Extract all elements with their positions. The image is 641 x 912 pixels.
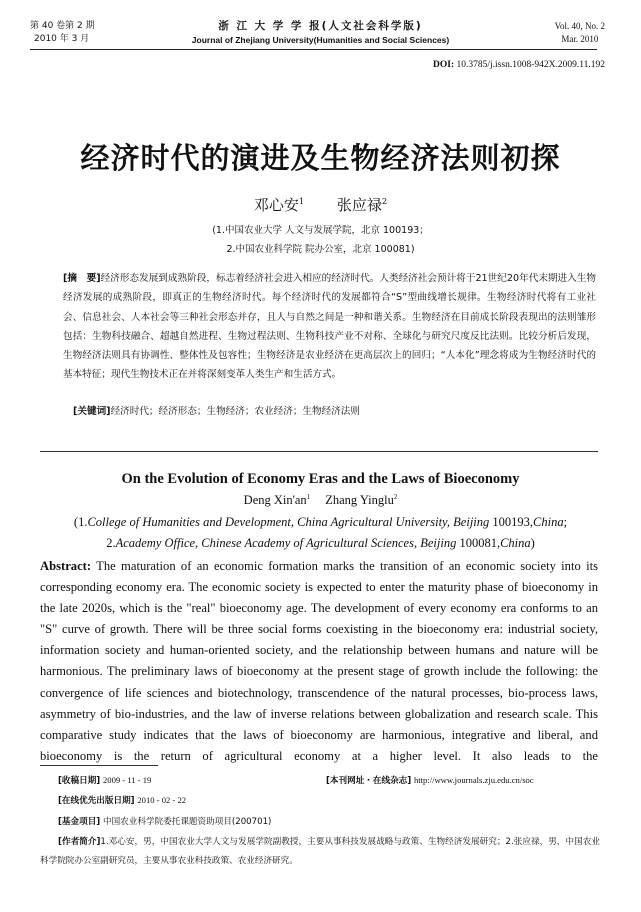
header-divider (30, 49, 597, 50)
fund-value: 中国农业科学院委托课题资助项目(200701) (102, 817, 272, 827)
received-value: 2009 - 11 - 19 (102, 775, 152, 785)
doi-line (433, 60, 605, 70)
footnote-fund (58, 813, 271, 832)
website-label: [本刊网址・在线杂志] (326, 776, 412, 786)
received-label: [收稿日期] (58, 776, 101, 786)
footnote-online-date (58, 791, 186, 811)
keywords-cn (73, 403, 593, 417)
section-divider (40, 451, 598, 452)
volume-en: Vol. 40, No. 2 (554, 21, 605, 31)
author-en: Deng $Xin'an^1$ (243, 493, 311, 507)
bio-value: 1.邓心安，男，中国农业大学人文与发展学院副教授，主要从事科技发展战略与政策、生物经济发展研究；2.张应禄，男，中国农业科学院院办公室副研究员，主要从事农业科技政策、农业经济研究。 (40, 837, 600, 866)
author-cn: 邓心安$^1$ (253, 196, 305, 214)
bio-label: [作者简介] (58, 837, 101, 847)
paper-title-en: On the Evolution of Economy Eras and the Laws of Bioeconomy (121, 471, 520, 487)
date-cn: 2010 年 3 月 (34, 34, 90, 44)
website-link[interactable]: http://www.journals.zju.edu.cn/soc (413, 775, 534, 785)
affiliations-en (0, 512, 641, 554)
affiliation-en: (1.College of Humanities and Development, China Agricultural University, Beijing 100193,China; (73, 515, 568, 529)
keywords-cn-label: [关键词] (73, 406, 111, 417)
abstract-cn-text: 经济形态发展到成熟阶段，标志着经济社会进入相应的经济时代。人类经济社会预计将于21世纪20年代末期进入生物经济发展的成熟阶段，即真正的生物经济时代。每个经济时代的发展都符合“S”型曲线增长规律。生物经济时代将有工业社会、信息社会、人本社会等三种社会形态并存，且人与自然之间是一种和谐关系。生物经济在目前成长阶段表现出的法则雏形包括：生物科技融合、超越自然进程、生物过程法则、生物科技产业不对称、全球化与研究尺度反比法则。比较分析后发现，生物经济法则具有协调性、整体性及包容性；生物经济是农业经济在更高层次上的回归；“人本化”理念将成为生物经济时代的基本特征；现代生物技术正在并将深刻变革人类生产和生活方式。 (63, 273, 596, 381)
doi-value: 10.3785/j.issn.1008-942X.2009.11.192 (456, 60, 605, 70)
footnote-website (326, 771, 534, 791)
fund-label: [基金项目] (58, 817, 101, 827)
author-en: Zhang Yinglu$^2$ (325, 493, 398, 507)
online-date-label: [在线优先出版日期] (58, 796, 135, 806)
authors-cn (0, 194, 641, 215)
online-date-value: 2010 - 02 - 22 (137, 795, 187, 805)
authors-en (0, 493, 641, 508)
doi-label: DOI: (433, 60, 455, 70)
affiliation-en: 2.Academy Office, Chinese Academy of Agricultural Sciences, Beijing 100081,China) (106, 536, 535, 550)
footnote-author-bio (40, 833, 600, 871)
paper-title-cn: 经济时代的演进及生物经济法则初探 (80, 141, 561, 175)
abstract-en (40, 556, 598, 767)
affiliation-cn: 2.中国农业科学院 院办公室，北京 100081) (226, 244, 415, 255)
abstract-en-text: The maturation of an economic formation marks the transition of an economic society into its corresponding economy era. The economic society is expected to enter the maturity phase of bioeconomy in the late 2020s, which is the "real" bioeconomy age. The development of every economy era conforms to an "S" curve of growth. There will be three social forms coexisting in the bioeconomy era: industrial society, information society and human-oriented society, and the relationship between humans and nature will be harmonious. The preliminary laws of bioeconomy at the present stage of growth include the following: the convergence of life sciences and biotechnology, transcendence of the natural processes, bio-process laws, asymmetry of bio-industries, and the law of inverse relations between globalization and research scale. This comparative study indicates that the laws of bioeconomy are harmonious, integrative and liberal, and bioeconomy is the return of agricultural economy at a higher level. It also leads to the (40, 559, 598, 763)
abstract-cn-label: [摘 要] (63, 273, 101, 284)
journal-title-cn: 浙 江 大 学 学 报(人文社会科学版) (218, 20, 423, 32)
journal-masthead (0, 18, 641, 45)
keywords-cn-text: 经济时代；经济形态；生物经济；农业经济；生物经济法则 (110, 406, 360, 417)
date-en: Mar. 2010 (561, 34, 599, 44)
footnote-divider (40, 765, 158, 766)
header-issue-en (555, 20, 605, 46)
author-cn: 张应禄$^2$ (336, 196, 388, 214)
abstract-en-label: Abstract: (40, 559, 92, 573)
volume-cn: 第 40 卷第 2 期 (30, 21, 95, 31)
affiliations-cn (0, 221, 641, 259)
abstract-cn (63, 269, 596, 385)
affiliation-cn: (1.中国农业大学 人文与发展学院，北京 100193； (212, 225, 429, 236)
footnote-received (58, 771, 151, 791)
journal-title-en: Journal of Zhejiang University(Humanities and Social Sciences) (191, 35, 450, 45)
